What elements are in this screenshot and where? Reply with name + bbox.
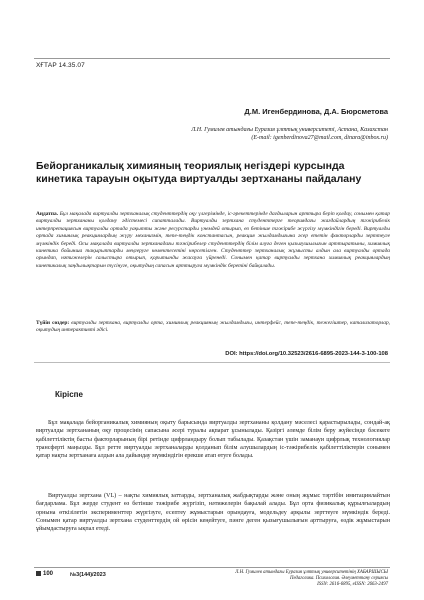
keywords-text: виртуалды зертхана, виртуалды орта, химиялық реакцияның жылдамдығы, интерфейс, тепе-теңдік, тежегіштер, катализаторлар, оқытудың интерактивті әдісі.: [36, 320, 390, 334]
affiliation-university: Л.Н. Гумилев атындағы Еуразия ұлттық университеті, Астана, Казахстан: [191, 127, 388, 133]
page-number: [36, 571, 53, 577]
abstract-text: Бұл мақалада виртуалды зертханалық студенттердің оқу үлгерімінде, іс-әрекеттерінде дағдыларын арттыра беріп қолдау, сонымен қатар виртуалды зертхананы қолдану әдістемесі сипатталады. Виртуалды зертхана студенттерге теориядағы жағдайлардың тәжірибелік интерпретациясын виртуалды ортада уақытты және ресурстарды үнемдей отырып, өз бетінше тәжірибе жүргізу мүмкіндігін береді. Виртуалды ортада химиялық реакциялардың жүру механизмін, тепе-теңдік константасын, реакция жылдамдығына әсер ететін факторларды зерттеуге мүмкіндік береді. Осы мақалада виртуалды зертханадағы тәжірибелер студенттердің білім алуға деген қызығушылығын арттыратыны, химиялық кинетика бойынша тақырыптарды меңгеруге көмектесетіні көрсетілген. Студенттер зертханалық жұмысты алдын ала виртуалды ортада орындап, нәтижелерін салыстыра отырып, қорытынды жасауға үйренеді. Сонымен қатар виртуалды зертхана химиялық реакциялардың кинетикалық заңдылықтарын түсінуге, оқытудың сапасын арттыруға мүмкіндік беретіні байқалады.: [36, 211, 390, 269]
page-marker-icon: [36, 571, 41, 576]
footer-rule: [34, 567, 390, 568]
journal-info: [188, 570, 388, 589]
header-rule: [34, 58, 390, 59]
section-heading-introduction: Кіріспе: [55, 390, 83, 399]
article-title: Бейорганикалық химияның теориялық негіздері курсында кинетика тарауын оқытуда виртуалды зертхананы пайдалану: [36, 160, 362, 185]
body-paragraph-2: Виртуалды зертхана (VL) – нақты химиялық заттарды, зертханалық жабдықтарды және оның жұмыс тәртібін имитациялайтын бағдарлама. Бұл жерде студент өз бетінше тәжірибе жүргізіп, нәтижелерін бақылай алады. Бұл орта физикалық құрылғылардың орнына өткізілетін эксперименттер жүргізуге, есептеу жұмыстарын орындауға, модельдеу арқылы зерттеуге мүмкіндік береді. Сонымен қатар виртуалды зертхана студенттердің ой өрісін кеңейтуге, пәнге деген қызығушылығын арттыруға, өздік жұмыстарын ұйымдастыруға ықпал етеді.: [36, 493, 390, 533]
body-paragraph-1: Бұл мақалада бейорганикалық химияның оқыту барысында виртуалды зертхананы қолдану мәселесі қарастырылады, сондай-ақ виртуалды зертхананың оқу процесінің сапасына әсері туралы ақпарат ұсынылады. Қазіргі әлемде білім беру жүйесінде бәсекеге қабілеттіліктің басты факторларының бірі ретінде цифрландыру болып табылады. Қазақстан үшін заманауи цифрлық технологиялар трансферті маңызды. Бұл ретте виртуалды зертханаларды қолданып білім алушылардың іс-тәжірибелік қабілеттіліктерін сонымен қатар нақты зертханаға алдын ала дайындау мүмкіндігін ерекше атап өтуге болады.: [36, 420, 390, 460]
authors: Д.М. Игенбердинова, Д.А. Бюрсметова: [244, 107, 388, 116]
section-divider: [34, 362, 390, 363]
journal-series: Педагогика. Психология. Әлеуметтану сериясы: [290, 576, 388, 582]
abstract-label: Аңдатпа.: [36, 211, 59, 217]
page-number-text: 100: [43, 571, 54, 578]
journal-issn: ISSN: 2616-6895, eISSN: 2663-2497: [317, 582, 388, 588]
abstract: [36, 211, 390, 270]
keywords-label: Түйін сөздер:: [36, 320, 70, 326]
keywords: [36, 320, 390, 335]
journal-name: Л.Н. Гумилев атындағы Еуразия ұлттық университетінің ХАБАРШЫСЫ: [235, 570, 388, 575]
classification-code: ХҒТАР 14.35.07: [36, 62, 85, 69]
doi-link[interactable]: DOI: https://doi.org/10.32523/2616-6895-2023-144-3-100-108: [225, 351, 388, 357]
affiliation: [48, 126, 388, 142]
issue-number: №3(144)/2023: [70, 572, 106, 578]
affiliation-email: (E-mail: igenberdinova27@mail.com, dinara@inbox.ru): [251, 135, 388, 141]
